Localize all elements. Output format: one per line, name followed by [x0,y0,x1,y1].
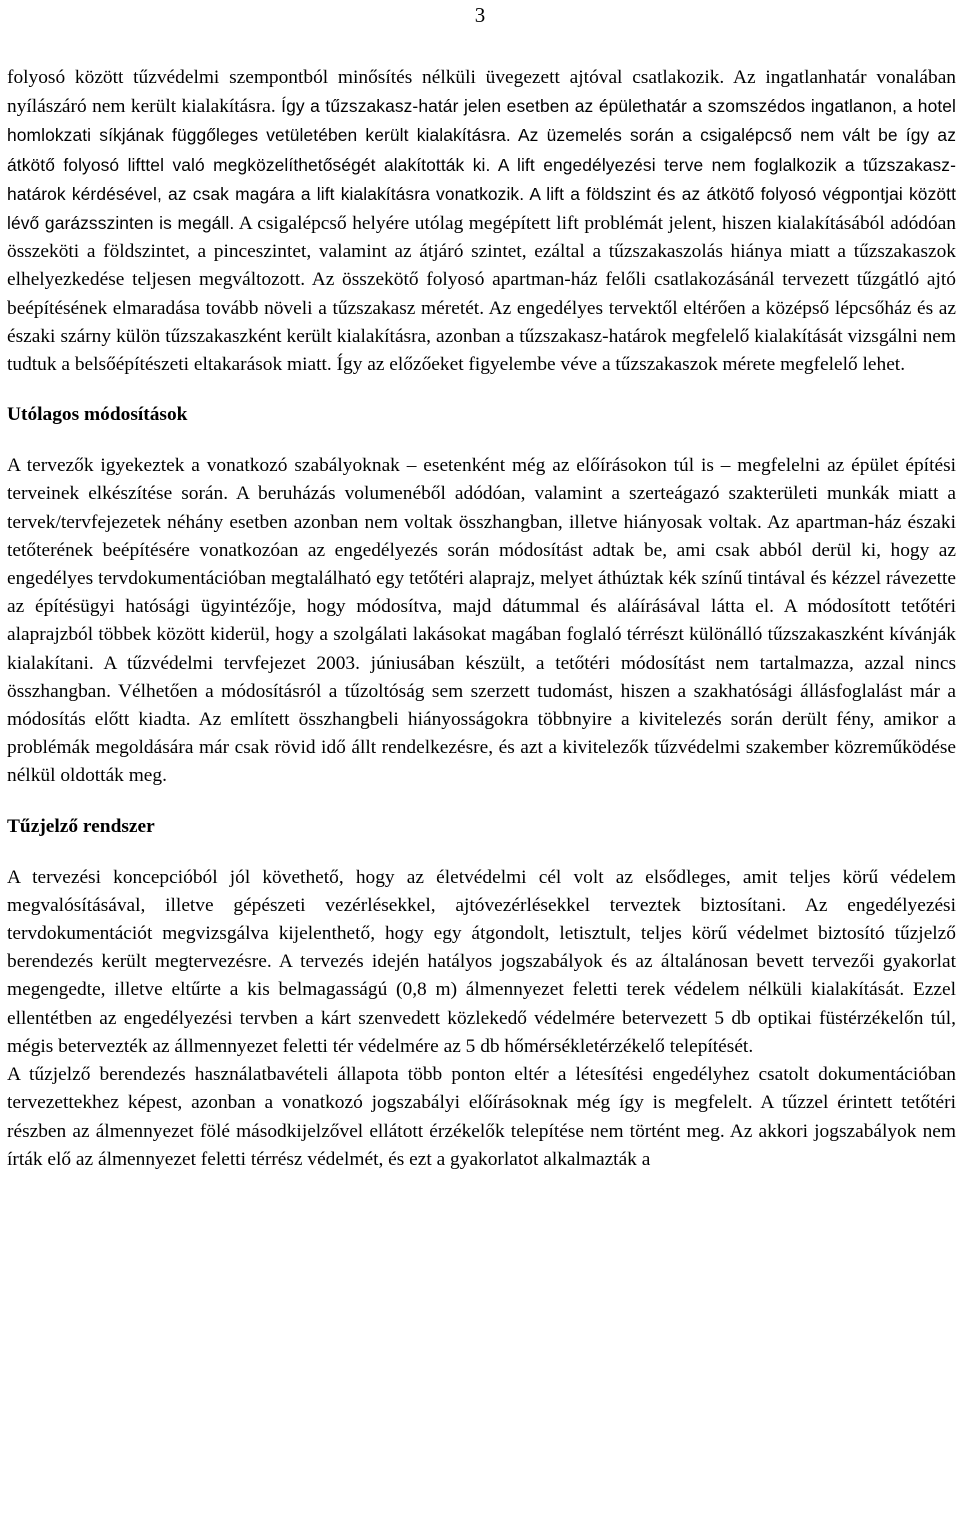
paragraph-text: A csigalépcső helyére utólag megépített lift problémát jelent, hiszen kialakításából adódóan összeköti a földszintet, a pinceszintet, valamint az átjáró szintet, ezáltal a tűzszakaszolás hiánya miatt a tűzszakaszok elhelyezkedése teljesen megváltozott. Az összekötő folyosó apartman-ház felőli csatlakozásánál tervezett tűzgátló ajtó beépítésének elmaradása tovább növeli a tűzszakasz méretét. Az engedélyes tervektől eltérően a középső lépcsőház és az északi szárny külön tűzszakaszként került kialakításra, azonban a tűzszakasz-határok megfelelő kialakítását vizsgálni nem tudtuk a belsőépítészeti eltakarások miatt. Így az előzőeket figyelembe véve a tűzszakaszok mérete megfelelő lehet. [7,213,956,376]
paragraph-text: folyosó között tűzvédelmi szempontból minősítés nélküli üvegezett ajtóval csatlakozik. Az ingatlanhatár vonalában nyílászáró nem került kialakításra. [7,67,956,118]
page-number: 3 [474,3,486,27]
section-heading-modifications: Utólagos módosítások [7,404,188,426]
paragraph-fire-alarm-status: A tűzjelző berendezés használatbavételi állapota több ponton eltér a létesítési engedélyhez csatolt dokumentációban tervezettekhez képest, azonban a vonatkozó jogszabályi előírásoknak még így is megfelelt. A tűzzel érintett tetőtéri részben az álmennyezet fölé másodkijelzővel ellátott érzékelők telepítése nem történt meg. Az akkori jogszabályok nem írták elő az álmennyezet feletti térrész védelmét, és ezt a gyakorlatot alkalmazták a [7,1064,956,1170]
paragraph-text-sans: Így a tűzszakasz-határ jelen esetben az épülethatár a szomszédos ingatlanon, a hotel homlokzati síkjának függőleges vetületében került kialakításra. Az üzemelés során a csigalépcső nem vált be így az átkötő folyosó lifttel való megközelíthetőségét alakították ki. A lift engedélyezési terve nem foglalkozik a tűzszakasz-határok kérdésével, az csak magára a lift kialakításra vonatkozik. A lift a földszint és az átkötő folyosó végpontjai között lévő garázsszinten is megáll. [7,96,957,234]
paragraph-fire-compartment [7,64,956,379]
paragraph-fire-alarm-design: A tervezési koncepcióból jól követhető, hogy az életvédelmi cél volt az elsődleges, amit teljes körű védelem megvalósításával, illetve gépészeti vezérlésekkel, ajtóvezérlésekkel terveztek biztosítani. Az engedélyezési tervdokumentációt megvizsgálva kijelenthető, hogy egy átgondolt, letisztult, teljes körű védelmet biztosító tűzjelző berendezés került megtervezésre. A tervezés idején hatályos jogszabályok és az általánosan bevett tervezői gyakorlat megengedte, illetve eltűrte a kis belmagasságú (0,8 m) álmennyezet feletti terek védelem nélküli kialakítását. Ezzel ellentétben az engedélyezési tervben a kárt szenvedett közlekedő védelmére betervezett 5 db optikai füstérzékelőn túl, mégis betervezték az állmennyezet feletti tér védelmére az 5 db hőmérsékletérzékelő telepítését. [7,866,956,1057]
page-content [7,64,956,1174]
paragraph-modifications: A tervezők igyekeztek a vonatkozó szabályoknak – esetenként még az előírásokon túl is – megfelelni az épület építési terveinek elkészítése során. A beruházás volumenéből adódóan, valamint a szerteágazó szakterületi munkák miatt a tervek/tervfejezetek néhány esetben azonban nem voltak összhangban, illetve hiányosak voltak. Az apartman-ház északi tetőterének beépítésére vonatkozóan az engedélyezés során módosítást adtak be, ami csak abból derül ki, hogy az engedélyes tervdokumentációban megtalálható egy tetőtéri alaprajz, melyet áthúztak kék színű tintával és kézzel rávezette az építésügyi hatósági ügyintézője, hogy módosítva, majd dátummal és aláírásával látta el. A módosított tetőtéri alaprajzból többek között kiderül, hogy a szolgálati lakásokat magában foglaló térrészt különálló tűzszakaszként kívánják kialakítani. A tűzvédelmi tervfejezet 2003. júniusában készült, a tetőtéri módosítást nem tartalmazza, azzal nincs összhangban. Vélhetően a módosításról a tűzoltóság sem szerzett tudomást, hiszen a szakhatósági állásfoglalást már a módosítás előtt kiadta. Az említett összhangbeli hiányosságokra többnyire a kivitelezés során derült fény, amikor a problémák megoldására már csak rövid idő állt rendelkezésre, és azt a kivitelezők tűzvédelmi szakember közreműködése nélkül oldották meg. [7,455,956,787]
section-heading-fire-alarm: Tűzjelző rendszer [7,815,155,837]
